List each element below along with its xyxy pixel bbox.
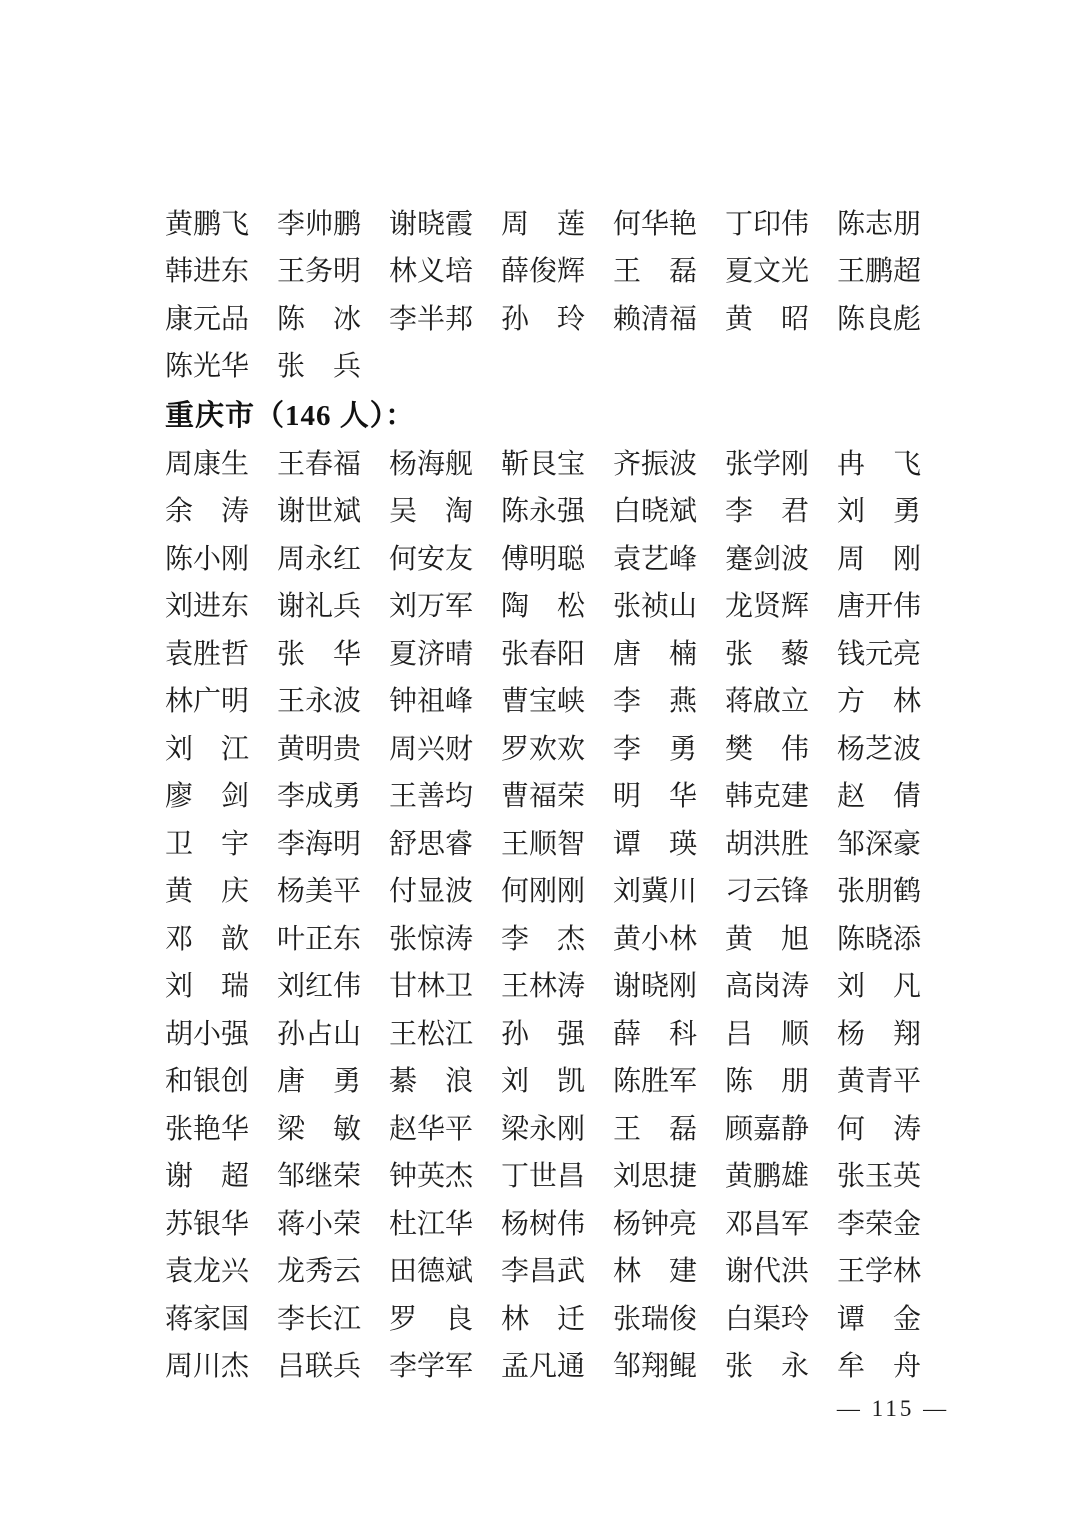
person-name: 张学刚 <box>725 448 810 480</box>
person-name: 吕 顺 <box>725 1018 810 1050</box>
person-name: 张春阳 <box>501 638 586 670</box>
person-name: 杨钟亮 <box>613 1208 698 1240</box>
person-name: 杨 翔 <box>837 1018 922 1050</box>
person-name: 张惊涛 <box>389 923 474 955</box>
person-name: 陈光华 <box>165 351 250 383</box>
page-number: — 115 — <box>836 1396 950 1421</box>
person-name: 孙占山 <box>277 1018 362 1050</box>
person-name: 孟凡通 <box>501 1351 586 1383</box>
person-name: 陈良彪 <box>837 303 922 335</box>
person-name: 王学林 <box>837 1256 922 1288</box>
person-name: 韩进东 <box>165 256 250 288</box>
person-name: 刘思捷 <box>613 1161 698 1193</box>
person-name: 樊 伟 <box>725 733 810 765</box>
person-name: 胡洪胜 <box>725 828 810 860</box>
person-name: 梁永刚 <box>501 1113 586 1145</box>
person-name: 余 涛 <box>165 496 250 528</box>
person-name: 傅明聪 <box>501 543 586 575</box>
person-name: 谭 瑛 <box>613 828 698 860</box>
person-name: 王鹏超 <box>837 256 922 288</box>
person-name: 林 迁 <box>501 1303 586 1335</box>
person-name: 何安友 <box>389 543 474 575</box>
person-name: 刘冀川 <box>613 876 698 908</box>
person-name: 唐 勇 <box>277 1066 362 1098</box>
person-name: 薛俊辉 <box>501 256 586 288</box>
person-name: 林广明 <box>165 686 250 718</box>
person-name: 杜江华 <box>389 1208 474 1240</box>
person-name: 黄鹏雄 <box>725 1161 810 1193</box>
person-name: 丁印伟 <box>725 208 810 240</box>
person-name: 王永波 <box>277 686 362 718</box>
person-name: 白渠玲 <box>725 1303 810 1335</box>
person-name: 赖清福 <box>613 303 698 335</box>
person-name: 唐开伟 <box>837 591 922 623</box>
person-name: 牟 舟 <box>837 1351 922 1383</box>
person-name: 李荣金 <box>837 1208 922 1240</box>
person-name: 梁 敏 <box>277 1113 362 1145</box>
person-name: 李帅鹏 <box>277 208 362 240</box>
person-name: 刘 江 <box>165 733 250 765</box>
person-name: 黄小林 <box>613 923 698 955</box>
person-name: 和银创 <box>165 1066 250 1098</box>
person-name: 夏文光 <box>725 256 810 288</box>
person-name: 张玉英 <box>837 1161 922 1193</box>
person-name: 王松江 <box>389 1018 474 1050</box>
person-name: 蹇剑波 <box>725 543 810 575</box>
person-name: 高岗涛 <box>725 971 810 1003</box>
person-name: 张祯山 <box>613 591 698 623</box>
person-name: 龙秀云 <box>277 1256 362 1288</box>
person-name: 吕联兵 <box>277 1351 362 1383</box>
person-name: 周永红 <box>277 543 362 575</box>
person-name: 李半邦 <box>389 303 474 335</box>
person-name: 钟祖峰 <box>389 686 474 718</box>
person-name: 刘 凡 <box>837 971 922 1003</box>
person-name: 白晓斌 <box>613 496 698 528</box>
person-name: 袁艺峰 <box>613 543 698 575</box>
person-name: 谢礼兵 <box>277 591 362 623</box>
person-name: 曹福荣 <box>501 781 586 813</box>
person-name: 袁龙兴 <box>165 1256 250 1288</box>
person-name: 周 刚 <box>837 543 922 575</box>
person-name: 黄 旭 <box>725 923 810 955</box>
person-name: 陈晓添 <box>837 923 922 955</box>
person-name: 张 永 <box>725 1351 810 1383</box>
person-name: 陈志朋 <box>837 208 922 240</box>
person-name: 黄明贵 <box>277 733 362 765</box>
person-name: 邹翔鲲 <box>613 1351 698 1383</box>
person-name: 何华艳 <box>613 208 698 240</box>
person-name: 刁云锋 <box>725 876 810 908</box>
name-list-continued <box>165 198 923 388</box>
person-name: 蒋啟立 <box>725 686 810 718</box>
person-name: 曹宝峡 <box>501 686 586 718</box>
person-name: 夏济晴 <box>389 638 474 670</box>
section-heading-chongqing: 重庆市（146 人）： <box>165 399 416 432</box>
person-name: 韩克建 <box>725 781 810 813</box>
person-name: 田德斌 <box>389 1256 474 1288</box>
person-name: 赵 倩 <box>837 781 922 813</box>
person-name: 唐 楠 <box>613 638 698 670</box>
person-name: 何 涛 <box>837 1113 922 1145</box>
person-name: 袁胜哲 <box>165 638 250 670</box>
person-name: 丁世昌 <box>501 1161 586 1193</box>
person-name: 明 华 <box>613 781 698 813</box>
person-name: 邓 歆 <box>165 923 250 955</box>
person-name: 谢晓刚 <box>613 971 698 1003</box>
person-name: 邹继荣 <box>277 1161 362 1193</box>
page-content <box>165 198 923 1388</box>
person-name: 张艳华 <box>165 1113 250 1145</box>
person-name: 邹深豪 <box>837 828 922 860</box>
person-name: 王顺智 <box>501 828 586 860</box>
name-list-chongqing <box>165 438 923 1388</box>
person-name: 刘 勇 <box>837 496 922 528</box>
person-name: 刘进东 <box>165 591 250 623</box>
person-name: 罗 良 <box>389 1303 474 1335</box>
person-name: 林义培 <box>389 256 474 288</box>
person-name: 赵华平 <box>389 1113 474 1145</box>
person-name: 胡小强 <box>165 1018 250 1050</box>
person-name: 龙贤辉 <box>725 591 810 623</box>
person-name: 王善均 <box>389 781 474 813</box>
person-name: 张 藜 <box>725 638 810 670</box>
person-name: 陈 冰 <box>277 303 362 335</box>
person-name: 钟英杰 <box>389 1161 474 1193</box>
person-name: 王 磊 <box>613 1113 698 1145</box>
person-name: 甘林卫 <box>389 971 474 1003</box>
person-name: 张 兵 <box>277 351 362 383</box>
person-name: 李昌武 <box>501 1256 586 1288</box>
person-name: 杨芝波 <box>837 733 922 765</box>
person-name: 叶正东 <box>277 923 362 955</box>
person-name: 齐振波 <box>613 448 698 480</box>
person-name: 李 燕 <box>613 686 698 718</box>
person-name: 李 杰 <box>501 923 586 955</box>
person-name: 杨海舰 <box>389 448 474 480</box>
person-name: 刘万军 <box>389 591 474 623</box>
person-name: 孙 强 <box>501 1018 586 1050</box>
person-name: 杨美平 <box>277 876 362 908</box>
person-name: 林 建 <box>613 1256 698 1288</box>
person-name: 冉 飞 <box>837 448 922 480</box>
person-name: 谢世斌 <box>277 496 362 528</box>
person-name: 何刚刚 <box>501 876 586 908</box>
person-name: 谢代洪 <box>725 1256 810 1288</box>
person-name: 罗欢欢 <box>501 733 586 765</box>
person-name: 黄 昭 <box>725 303 810 335</box>
person-name: 杨树伟 <box>501 1208 586 1240</box>
person-name: 李长江 <box>277 1303 362 1335</box>
person-name: 周川杰 <box>165 1351 250 1383</box>
person-name: 吴 淘 <box>389 496 474 528</box>
person-name: 孙 玲 <box>501 303 586 335</box>
person-name: 王春福 <box>277 448 362 480</box>
person-name: 顾嘉静 <box>725 1113 810 1145</box>
person-name: 王林涛 <box>501 971 586 1003</box>
person-name: 刘 凯 <box>501 1066 586 1098</box>
person-name: 靳艮宝 <box>501 448 586 480</box>
person-name: 张瑞俊 <box>613 1303 698 1335</box>
person-name: 李 勇 <box>613 733 698 765</box>
person-name: 康元品 <box>165 303 250 335</box>
person-name: 黄青平 <box>837 1066 922 1098</box>
person-name: 薛 科 <box>613 1018 698 1050</box>
person-name: 周兴财 <box>389 733 474 765</box>
person-name: 周 莲 <box>501 208 586 240</box>
person-name: 刘红伟 <box>277 971 362 1003</box>
person-name: 周康生 <box>165 448 250 480</box>
person-name: 蒋家国 <box>165 1303 250 1335</box>
person-name: 张朋鹤 <box>837 876 922 908</box>
person-name: 谢晓霞 <box>389 208 474 240</box>
person-name: 蒋小荣 <box>277 1208 362 1240</box>
person-name: 谭 金 <box>837 1303 922 1335</box>
person-name: 綦 浪 <box>389 1066 474 1098</box>
person-name: 钱元亮 <box>837 638 922 670</box>
person-name: 李海明 <box>277 828 362 860</box>
person-name: 付显波 <box>389 876 474 908</box>
person-name: 谢 超 <box>165 1161 250 1193</box>
person-name: 陶 松 <box>501 591 586 623</box>
person-name: 王务明 <box>277 256 362 288</box>
person-name: 邓昌军 <box>725 1208 810 1240</box>
person-name: 廖 剑 <box>165 781 250 813</box>
person-name: 王 磊 <box>613 256 698 288</box>
person-name: 刘 瑞 <box>165 971 250 1003</box>
person-name: 黄鹏飞 <box>165 208 250 240</box>
person-name: 张 华 <box>277 638 362 670</box>
person-name: 陈小刚 <box>165 543 250 575</box>
person-name: 李学军 <box>389 1351 474 1383</box>
person-name: 陈永强 <box>501 496 586 528</box>
person-name: 李成勇 <box>277 781 362 813</box>
person-name: 陈胜军 <box>613 1066 698 1098</box>
person-name: 苏银华 <box>165 1208 250 1240</box>
person-name: 李 君 <box>725 496 810 528</box>
person-name: 黄 庆 <box>165 876 250 908</box>
person-name: 卫 宇 <box>165 828 250 860</box>
person-name: 舒思睿 <box>389 828 474 860</box>
person-name: 陈 朋 <box>725 1066 810 1098</box>
person-name: 方 林 <box>837 686 922 718</box>
